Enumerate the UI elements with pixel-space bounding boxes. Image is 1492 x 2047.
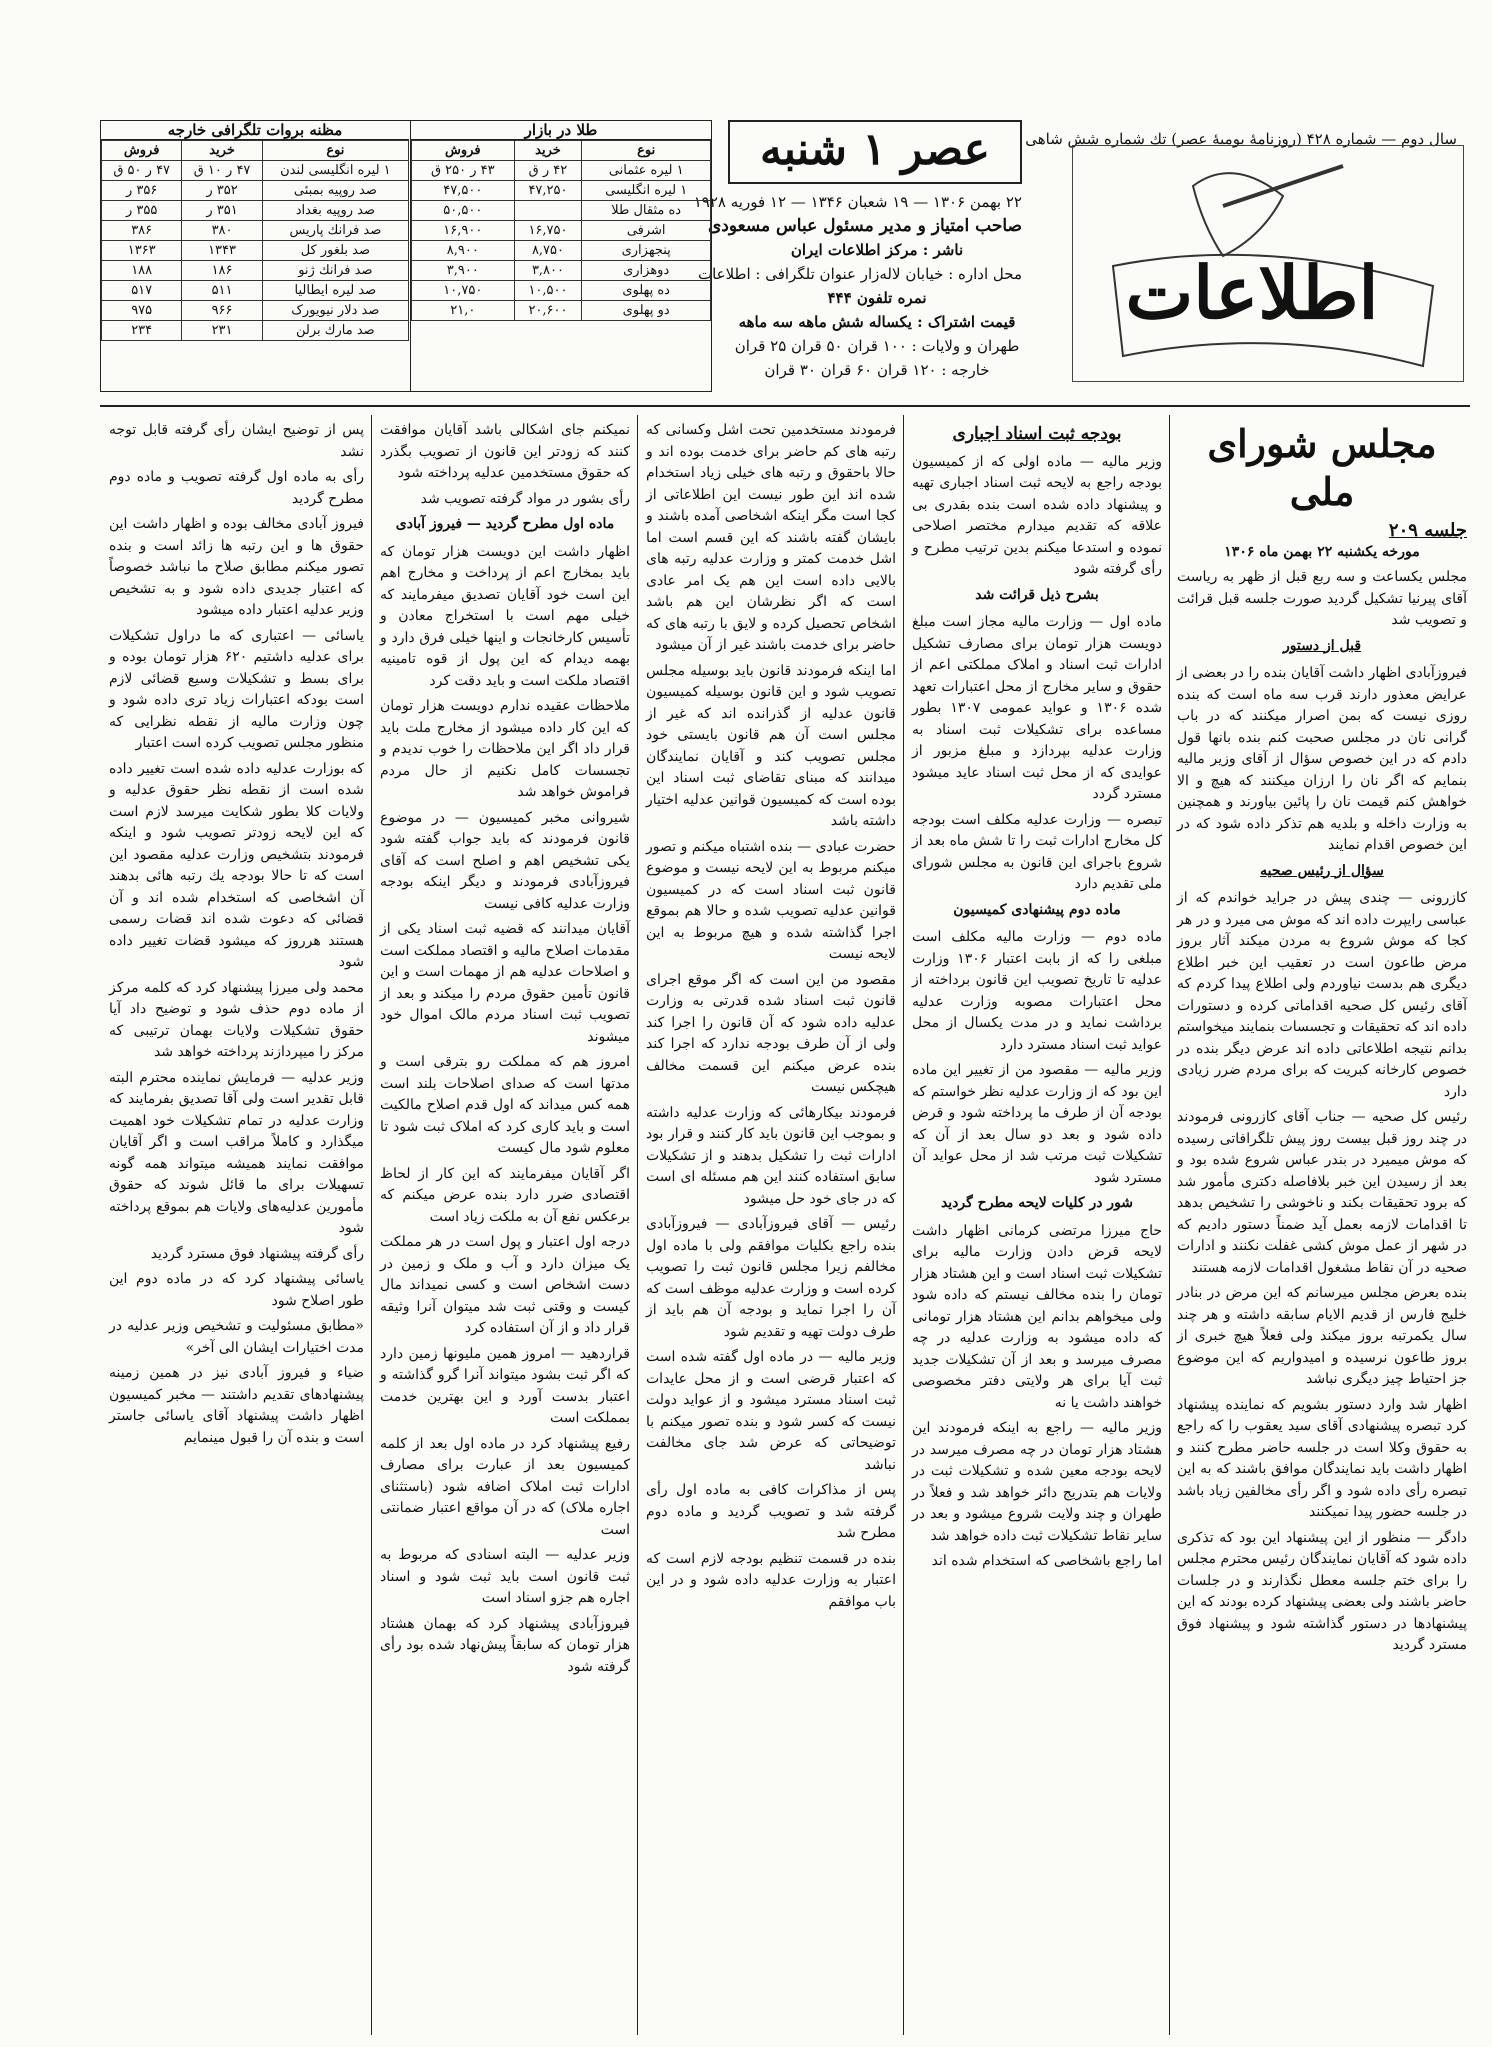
paragraph: درجه اول اعتبار و پول است در هر مملکت یک میزان دارد و آب و ملک و زمین در دست اشخاص است و کسی نمیداند مال کیست و وقتی ثبت شد میتوان آنرا وثیقه قرار داد و از آن استفاده کرد <box>380 1234 630 1336</box>
cell: ۱۶,۷۵۰ <box>514 221 582 241</box>
paragraph: رفیع پیشنهاد کرد در ماده اول بعد از کلمه کمیسیون بعد از عبارت برای مصارف ادارات ثبت املاک اضافه شود (باستثنای اجاره ملاک) که در آن مواقع اعتبار ضمانتی است <box>380 1435 630 1538</box>
cell: پنجهزاری <box>582 241 711 261</box>
section-heading: سؤال از رئیس صحیه <box>1260 862 1384 879</box>
cell: ۱۳۴۳ <box>182 241 262 261</box>
cell: ۸,۷۵۰ <box>514 241 582 261</box>
paragraph: حضرت عبادی — بنده اشتباه میکنم و تصور میکنم مربوط به این لایحه نیست و موضوع قانون ثبت اسناد است که در کمیسیون قوانین عدلیه تصویب شده و حالا هم بموقع اجرا گذاشته شده و هیچ مربوط به این لایحه نیست <box>646 838 896 962</box>
subscription-foreign: خارجه : ۱۲۰ قران ۶۰ قران ۳۰ قران <box>764 361 990 379</box>
cell: ۳۵۲ ر <box>182 181 262 201</box>
gold-table-title: طلا در بازار <box>411 121 711 140</box>
paragraph: رأی بشور در مواد گرفته تصویب شد <box>420 490 630 507</box>
paragraph: بنده بعرض مجلس میرسانم که این مرض در بنادر خلیج فارس از قدیم الایام سابقه داشته و هر چند سال یکمرتبه بروز میکند ولی فعلاً هیچ خبری از بروز طاعون نرسیده و امیدواریم که این موضوع جز احتیاط چیز دیگری نباشد <box>1177 1285 1467 1387</box>
fx-table <box>101 121 409 391</box>
cell: ۴۷,۲۵۰ <box>514 181 582 201</box>
cell: ۹۷۵ <box>102 301 182 321</box>
cell: ۱ لیره عثمانی <box>582 161 711 181</box>
paragraph: یاسائی — اعتباری که ما دراول تشکیلات برای عدلیه داشتیم ۶۲۰ هزار تومان بوده و برای بسط و تشکیلات وسیع قضائی لازم است بودکه اعتبارات زیاد تری داده شود و چون وزارت مالیه از نقطه نظرایی که منظور مجلس تصویب کرده است اعتبار <box>109 627 365 751</box>
cell: صد فرانك پاریس <box>262 221 408 241</box>
paragraph: ماده اول — وزارت مالیه مجاز است مبلغ دویست هزار تومان برای مصارف تشکیل ادارات ثبت اسناد و املاک مملکتی اعم از حقوق و سایر مخارج از محل اعتبارات تعهد شده ۱۳۰۶ و عواید عمومی ۱۳۰۷ بطور مساعده برای تشکیلات ثبت اسناد به وزارت عدلیه بپردازد و مبلغ مزبور از عوایدی که از محل ثبت اسناد عاید میشود مسترد گردد <box>912 614 1162 802</box>
article-title: بودجه ثبت اسناد اجباری <box>952 424 1122 444</box>
cell: ۱۳۶۳ <box>102 241 182 261</box>
paragraph: رأی به ماده اول گرفته تصویب و ماده دوم مطرح گردید <box>109 469 364 507</box>
fx-header: خرید <box>182 141 262 161</box>
paragraph: دادگر — منظور از این پیشنهاد این بود که تذکری داده شود که آقایان نمایندگان رئیس محترم مجلس را برای ختم جلسه معطل نگذارند و در جلسات حاضر باشند ولی بعضی پیشنهاد کرده بودند که این پیشنهادها در دستور گذاشته شود و پیشنهاد فوق مسترد گردید <box>1177 1529 1467 1653</box>
paragraph: فرمودند مستخدمین تحت اشل وکسانی که رتبه های کم حاضر برای خدمت بوده اند و حالا باحقوق و رتبه های خیلی زیاد استخدام شده اند این طور نیست این اطلاعاتی از کجا است مگر اینکه اشخاصی آمده باشند و بایشان گفته باشند که این قسم است اما اشل خدمت کمتر و وزارت عدلیه رتبه های بالایی داده است این هم یک امر عادی است که اگر نظرشان این هم باشد اشخاص تحصیل کرده و لایق با رتبه های که حاضر برای خدمت باشند غیر از آن میشود <box>646 422 896 653</box>
cell: ۴۷,۵۰۰ <box>412 181 515 201</box>
paragraph: اظهار شد وارد دستور بشویم که نماینده پیشنهاد کرد تبصره پیشنهادی آقای سید یعقوب را که راجع به حقوق وکلا است در جلسه حاضر مطرح کنند و اظهار داشت باید نمایندگان موافق باشند که به این تبصره رأی داده شود و اگر رأی مخالفین زیاد باشد در جلسه حضور پیدا نمیکنند <box>1177 1396 1467 1520</box>
table-row <box>412 221 711 241</box>
cell: ده مثقال طلا <box>582 201 711 221</box>
paragraph: یاسائی پیشنهاد کرد که در ماده دوم این طور اصلاح شود <box>109 1271 364 1309</box>
fx-table-title: مظنه بروات تلگرافی خارجه <box>101 121 409 140</box>
paragraph: ضیاء و فیروز آبادی نیز در همین زمینه پیشنهادهای تقدیم داشتند — مخبر کمیسیون اظهار داشت پیشنهاد آقای یاسائی جاستر است و بنده آن را قبول مینمایم <box>109 1365 364 1446</box>
cell: ۴۳ ر ۲۵۰ ق <box>412 161 515 181</box>
table-row <box>102 181 409 201</box>
paragraph: وزیر عدلیه — فرمایش نماینده محترم البته قابل تقدیر است ولی آقا تصدیق بفرمایند که وزارت عدلیه در تمام تشکیلات خود اهمیت میگذارد و کاملاً مراقب است و اگر آقایان موافقت نمایند همیشه میتواند همه گونه تسهیلات برای ما قائل شوند که حقوق مأمورین عدلیه‌های ولایات هم بموقع پرداخته شود <box>109 1069 364 1236</box>
date-line: ۲۲ بهمن ۱۳۰۶ — ۱۹ شعبان ۱۳۴۶ — ۱۲ فوریه ۱۹۲۸ <box>693 193 1022 211</box>
cell: صد بلغور کل <box>262 241 408 261</box>
table-row <box>102 161 409 181</box>
paragraph: بنده در قسمت تنظیم بودجه لازم است که اعتبار به وزارت عدلیه داده شود و در این باب موافقم <box>646 1550 896 1610</box>
cell: صد مارك برلن <box>262 321 408 341</box>
cell: ۱ لیره انگلیسی <box>582 181 711 201</box>
paragraph: فیروز آبادی مخالف بوده و اظهار داشت این حقوق ها و این رتبه ها زائد است و بنده تصور میکنم مطابق صلاح ما نباشد خصوصاً که اعتبار جدیدی داده شود و به تشخیص وزیر عدلیه اعتبار داده میشود <box>109 516 364 618</box>
cell: ۸,۹۰۰ <box>412 241 515 261</box>
cell: ۵۱۷ <box>102 281 182 301</box>
newspaper-logo: اطلاعات <box>1125 250 1379 335</box>
cell: ۲۱,۰ <box>412 301 515 321</box>
table-row <box>102 261 409 281</box>
publisher-line: صاحب امتیاز و مدیر مسئول عباس مسعودی <box>707 216 1022 236</box>
paragraph: امروز هم که مملکت رو بترقی است و مدتها است که صدای اصلاحات بلند است همه کس میداند که اول قدم اصلاح مالکیت است و باید کاری کرد که املاک ثبت شود تا معلوم شود مال کیست <box>380 1054 630 1156</box>
section-heading: ماده اول مطرح گردید — فیروز آبادی <box>395 516 615 532</box>
paragraph: مقصود من این است که اگر موقع اجرای قانون ثبت اسناد شده قدرتی به وزارت عدلیه داده شود که آن قانون را اجرا کند ولی از آن طرف بودجه ندارد که اجرا کند بنده عرض میکنم این قسمت مخالف هیچکس نیست <box>646 971 896 1095</box>
cell: ۱۰,۵۰۰ <box>514 281 582 301</box>
fx-header: نوع <box>262 141 408 161</box>
table-row <box>102 241 409 261</box>
cell: ۵۰,۵۰۰ <box>412 201 515 221</box>
paragraph: ماده دوم — وزارت مالیه مکلف است مبلغی را که از بابت اعتبار ۱۳۰۶ وزارت عدلیه تا تاریخ تصویب این قانون برداخته از محل اعتبارات مصوبه وزارت عدلیه برداشت نماید و در مدت یکسال از محل عواید ثبت اسناد مسترد دارد <box>912 929 1162 1053</box>
cell: صد دلار نیویورک <box>262 301 408 321</box>
paragraph: ملاحظات عقیده ندارم دویست هزار تومان که این کار داده میشود از مخارج ملت باید قرار داد اگر این ملاحظات را خوب ندیدم و تجسسات کامل نکنیم از حال مردم فراموش خواهد شد <box>380 698 630 800</box>
cell: ۹۶۶ <box>182 301 262 321</box>
paragraph: وزیر عدلیه — البته اسنادی که مربوط به ثبت قانون است باید ثبت شود و اسناد اجاره هم جزو اسناد است <box>380 1547 630 1606</box>
cell: ۴۷ ر ۵۰ ق <box>102 161 182 181</box>
cell: ۲۰,۶۰۰ <box>514 301 582 321</box>
column-debate <box>646 420 896 2040</box>
cell: ده پهلوی <box>582 281 711 301</box>
column-divider <box>637 415 638 2035</box>
paragraph: رئیس — آقای فیروزآبادی — فیروزآبادی بنده راجع بکلیات موافقم ولی با ماده اول مخالفم زیرا مجلس قانون ثبت را تصویب کرده است و وزارت عدلیه موظف است که آن را اجرا نماید و بودجه آن هم باید از طرف دولت تهیه و تقدیم شود <box>646 1216 896 1340</box>
gold-table <box>410 121 711 391</box>
gold-header: نوع <box>582 141 711 161</box>
column-debate-2 <box>380 420 630 2040</box>
cell: صد لیره ایطالیا <box>262 281 408 301</box>
paragraph: نمیکنم جای اشکالی باشد آقایان موافقت کنند که زودتر این قانون از تصویب بگذرد که حقوق مستخدمین عدلیه پرداخته شود <box>380 422 630 481</box>
table-row <box>102 201 409 221</box>
cell: ۱۰,۷۵۰ <box>412 281 515 301</box>
column-parliament <box>1177 420 1467 2040</box>
paragraph: فیروزآبادی اظهار داشت آقایان بنده را در بعضی از عرایض معذور دارند قرب سه ماه است که بنده روزی نیست که بمن اصرار میکنند که در باب گرانی نان در مجلس صحبت کنم بنده بانها قول دادم که در این خصوص سؤال از آقای وزیر مالیه بنمایم که اگر نان را ارزان میکنند که هیچ و الا خواهش کنم قیمت نان را پائین بیاورند و همچنین به وزارت داخله و بلدیه هم تذکر داده شود که در این خصوص اقدام نمایند <box>1177 665 1467 853</box>
masthead-rule <box>100 405 1470 407</box>
paragraph: اما اینکه فرمودند قانون باید بوسیله مجلس تصویب شود و این قانون بوسیله کمیسیون قانون عدلیه از گذرانده اند که غیر از مجلس است آن هم قانون بایستی خود مجلس تصویب کند و آقایان نمایندگان میدانند که مبنای تقاضای ثبت اسناد این بوده است که کمیسیون قوانین عدلیه اختیار داشته باشد <box>646 662 896 829</box>
table-row <box>412 261 711 281</box>
cell: اشرفی <box>582 221 711 241</box>
paragraph: اظهار داشت این دویست هزار تومان که باید بمخارج اعم از پرداخت و مخارج اهم این است خود آقایان تصدیق میفرمایند که خیلی مهم است با استخراج معادن و تأسیس کارخانجات و اینها خیلی فرق دارد و بهمه دیدام که این پول از قوه تامینیه اقتصاد ملکت است و باید دقت کرد <box>380 543 630 689</box>
table-row <box>102 221 409 241</box>
paragraph: اما راجع باشخاصی که استخدام شده اند <box>931 1553 1162 1569</box>
paragraph: مجلس یکساعت و سه ربع قبل از ظهر به ریاست آقای پیرنیا تشکیل گردید صورت جلسه قبل قرائت و تصویب شد <box>1177 569 1467 628</box>
day-box: عصر ۱ شنبه <box>728 120 1022 184</box>
paragraph: وزیر مالیه — راجع به اینکه فرمودند این هشتاد هزار تومان در چه مصرف میرسد در لایحه بودجه معین شده و تشکیلات ثبت در ولایات هم بتدریج دائر خواهد شد و فعلاً در طهران و چند ولایت شروع میشود و بعد در سایر نقاط تشکیلات ثبت داده خواهد شد <box>912 1420 1162 1544</box>
subscription-domestic: طهران و ولایات : ۱۰۰ قران ۵۰ قران ۲۵ قران <box>734 337 1020 355</box>
cell: ۳۵۶ ر <box>102 181 182 201</box>
paragraph: که بوزارت عدلیه داده شده است تغییر داده شده است از نقطه نظر حقوق عدلیه و ولایات کلا بطور شکایت میرسد لازم است که این لایحه زودتر تصویب شود و اینکه فرمودند بتشخیص وزارت عدلیه مقصود این است که تا حالا بودجه یك رتبه هائی بدهند آن اشخاصی که استخدام شده اند و آن قضائی که دعوت شده اند قضات رسمی هستند هرروز که میشود قضات تغییر داده شود <box>109 760 364 970</box>
subscription-title: قیمت اشتراک : یکساله شش ماهه سه ماهه <box>738 313 1016 331</box>
paragraph: تبصره — وزارت عدلیه مکلف است بودجه کل مخارج ادارات ثبت را تا شش ماه بعد از شروع باجرای این قانون به مجلس شورای ملی تقدیم دارد <box>912 811 1162 892</box>
cell: صد فرانك ژنو <box>262 261 408 281</box>
paragraph: محمد ولی میرزا پیشنهاد کرد که کلمه مرکز از ماده دوم حذف شود و توضیح داد آیا حقوق تشکیلات ولایات بهمان ترتیبی که مرکز را میپردازند پرداخته خواهد شد <box>109 979 364 1060</box>
cell: ۳۵۵ ر <box>102 201 182 221</box>
gold-header: خرید <box>514 141 582 161</box>
section-heading: ماده دوم پیشنهادی کمیسیون <box>953 901 1121 918</box>
paragraph: شیروانی مخبر کمیسیون — در موضوع قانون فرمودند که باید جواب گفته شود یکی تشخیص اهم و اصلح است که آقای فیروزآبادی فرمودند و دیگر اینکه بودجه وزارت عدلیه کافی نیست <box>380 809 630 912</box>
paragraph: رئیس کل صحیه — جناب آقای کازرونی فرمودند در چند روز قبل بیست روز پیش تلگرافاتی رسیده که موش میمیرد در بندر عباس شروع شده بود و بعد از رسیدن این خبر بلافاصله دکتری مأمور شد که برود تحقیقات بکند و ناخوشی را تشخیص بدهد تا اقدامات لازمه بعمل آید ضمناً دستور دادیم که در شهر از عمل موش کشی غفلت نکنند و ادارات صحیه در آن نقاط مشغول اقدامات لازمه هستند <box>1177 1109 1467 1276</box>
cell: ۱۸۶ <box>182 261 262 281</box>
cell <box>514 201 582 221</box>
cell: ۳۵۱ ر <box>182 201 262 221</box>
cell: ۳۸۶ <box>102 221 182 241</box>
paragraph: فیروزآبادی پیشنهاد کرد که بهمان هشتاد هزار تومان که سابقاً پیش‌نهاد شده بود رأی گرفته شود <box>380 1615 630 1675</box>
cell: صد روپیه بغداد <box>262 201 408 221</box>
cell: ۱۶,۹۰۰ <box>412 221 515 241</box>
paragraph: اگر آقایان میفرمایند که این کار از لحاظ اقتصادی ضرر دارد بنده عرض میکنم که برعکس نفع آن به ملکت زیاد است <box>380 1165 630 1225</box>
cell: ۴۲ ر ق <box>514 161 582 181</box>
cell: ۳۸۰ <box>182 221 262 241</box>
cell: دوهزاری <box>582 261 711 281</box>
paragraph: وزیر مالیه — مقصود من از تغییر این ماده این بود که از وزارت عدلیه نظر خواستم که بودجه آن از طرف ما پرداخته شود و قرض داده شود و بعد دو سال بعد از آن که تشکیلات ثبت مرتب شد از محل عواید آن مسترد شود <box>912 1062 1162 1186</box>
org-line: ناشر : مرکز اطلاعات ایران <box>790 241 964 259</box>
table-row <box>412 181 711 201</box>
cell: صد روپیه بمبئی <box>262 181 408 201</box>
paragraph: پس از توضیح ایشان رأی گرفته قابل توجه نشد <box>109 422 364 460</box>
paragraph: کازرونی — چندی پیش در جراید خواندم که از عباسی رایپرت داده اند که موش می میرد و در هر کجا که موش شروع به مردن میکند آثار بروز مرض طاعون است در تعقیب این خبر اطلاع دیگری هم بدست نیاوردم ولی اطلاع پیدا کردم که آقای رئیس کل صحیه اقداماتی کرده و دستورات داده اند که تحقیقات و تجسسات بنمایند میخواستم بدانم نتیجه اطلاعاتی داده اند عرض دیگر بنده در خصوص کارخانه کبریت که برای مردم ضرر زیادی دارد <box>1177 890 1467 1100</box>
table-row <box>412 241 711 261</box>
column-divider <box>903 415 904 2035</box>
cell: ۳,۸۰۰ <box>514 261 582 281</box>
section-heading: بشرح ذیل قرائت شد <box>975 586 1099 603</box>
session-number: جلسه ۲۰۹ <box>1388 520 1467 541</box>
market-tables <box>100 120 712 392</box>
session-date: مورخه یکشنبه ۲۲ بهمن ماه ۱۳۰۶ <box>1224 543 1420 560</box>
fx-header: فروش <box>102 141 182 161</box>
address-line: محل اداره : خیابان لاله‌زار عنوان تلگرافی : اطلاعات <box>697 265 1022 283</box>
paragraph: رأی گرفته پیشنهاد فوق مسترد گردید <box>150 1245 364 1262</box>
gold-header: فروش <box>412 141 515 161</box>
paragraph: آقایان میدانند که قضیه ثبت اسناد یکی از مقدمات اصلاح مالیه و اقتصاد مملکت است و اصلاحات عدلیه هم از مهمات است و این قانون تأمین حقوق مردم را میکند و بعد از تصویب ثبت اسناد مردم مالک اموال خود میشوند <box>380 921 630 1045</box>
table-row <box>412 301 711 321</box>
paragraph: فرمودند بیکارهائی که وزارت عدلیه داشته و بموجب این قانون باید کار کنند و قرار بود ادارات ثبت را تشکیل بدهند و از تشکیلات سابق استفاده کنند این هم مسئله ای است که در جای خود حل میشود <box>646 1104 896 1207</box>
cell: ۲۳۴ <box>102 321 182 341</box>
paragraph: حاج میرزا مرتضی کرمانی اظهار داشت لایحه قرض دادن وزارت مالیه برای تشکیلات ثبت اسناد است و این هشتاد هزار تومان را بنده مخالف نیستم که داده شود ولی میخواهم بدانم این هشتاد هزار تومانی که داده میشود به وزارت عدلیه در چه مصرف میرسد و بعد از آن تشکیلات جدید ثبت آیا برای هر ولایتی دفتر مخصوصی خواهند داشت یا نه <box>912 1222 1162 1411</box>
table-row <box>102 321 409 341</box>
cell: دو پهلوی <box>582 301 711 321</box>
column-budget <box>912 420 1162 2040</box>
cell: ۱۸۸ <box>102 261 182 281</box>
cell: ۴۷ ر ۱۰ ق <box>182 161 262 181</box>
cell: ۳,۹۰۰ <box>412 261 515 281</box>
cell: ۱ لیره انگلیسی لندن <box>262 161 408 181</box>
paragraph: وزیر مالیه — در ماده اول گفته شده است که اعتبار قرضی است و از محل عایدات ثبت اسناد مسترد میشود و از عواید دولت نیست که کسر شود و بنده تصور میکنم با توضیحاتی که عرض شد جای مخالفت نباشد <box>646 1349 896 1473</box>
column-debate-3 <box>109 420 364 2040</box>
table-row <box>412 161 711 181</box>
column-divider <box>1169 415 1170 2035</box>
phone-line: نمره تلفون ۴۴۴ <box>827 289 927 307</box>
table-row <box>102 301 409 321</box>
article-title: مجلس شورای ملی <box>1207 421 1437 514</box>
paragraph: وزیر مالیه — ماده اولی که از کمیسیون بودجه راجع به لایحه ثبت اسناد اجباری تهیه و پیشنهاد داده شده است بنده بقدری بی علاقه که تقدیم میدارم مختصر اصلاحی نموده و استدعا میکنم بدین ترتیب مطرح و رأی گرفته شود <box>912 453 1162 577</box>
table-row <box>412 201 711 221</box>
section-heading: شور در کلیات لایحه مطرح گردید <box>940 1195 1134 1211</box>
issue-line: سال دوم — شماره ۴۲۸ (روزنامهٔ یومیهٔ عصر) تك شماره شش شاهی <box>1025 130 1457 148</box>
paragraph: پس از مذاکرات کافی به ماده اول رأی گرفته شد و تصویب گردید و ماده دوم مطرح شد <box>646 1482 896 1541</box>
column-divider <box>371 415 372 2035</box>
cell: ۲۳۱ <box>182 321 262 341</box>
section-heading: قبل از دستور <box>1282 637 1362 654</box>
cell: ۵۱۱ <box>182 281 262 301</box>
paragraph: قراردهید — امروز همین ملیونها زمین دارد که اگر ثبت بشود میتواند آنرا گرو گذاشته و اعتبار بدست آورد و این بهترین خدمت بمملکت است <box>380 1345 630 1426</box>
paragraph: «مطابق مسئولیت و تشخیص وزیر عدلیه در مدت اختیارات ایشان الی آخر» <box>109 1318 364 1356</box>
table-row <box>102 281 409 301</box>
table-row <box>412 281 711 301</box>
